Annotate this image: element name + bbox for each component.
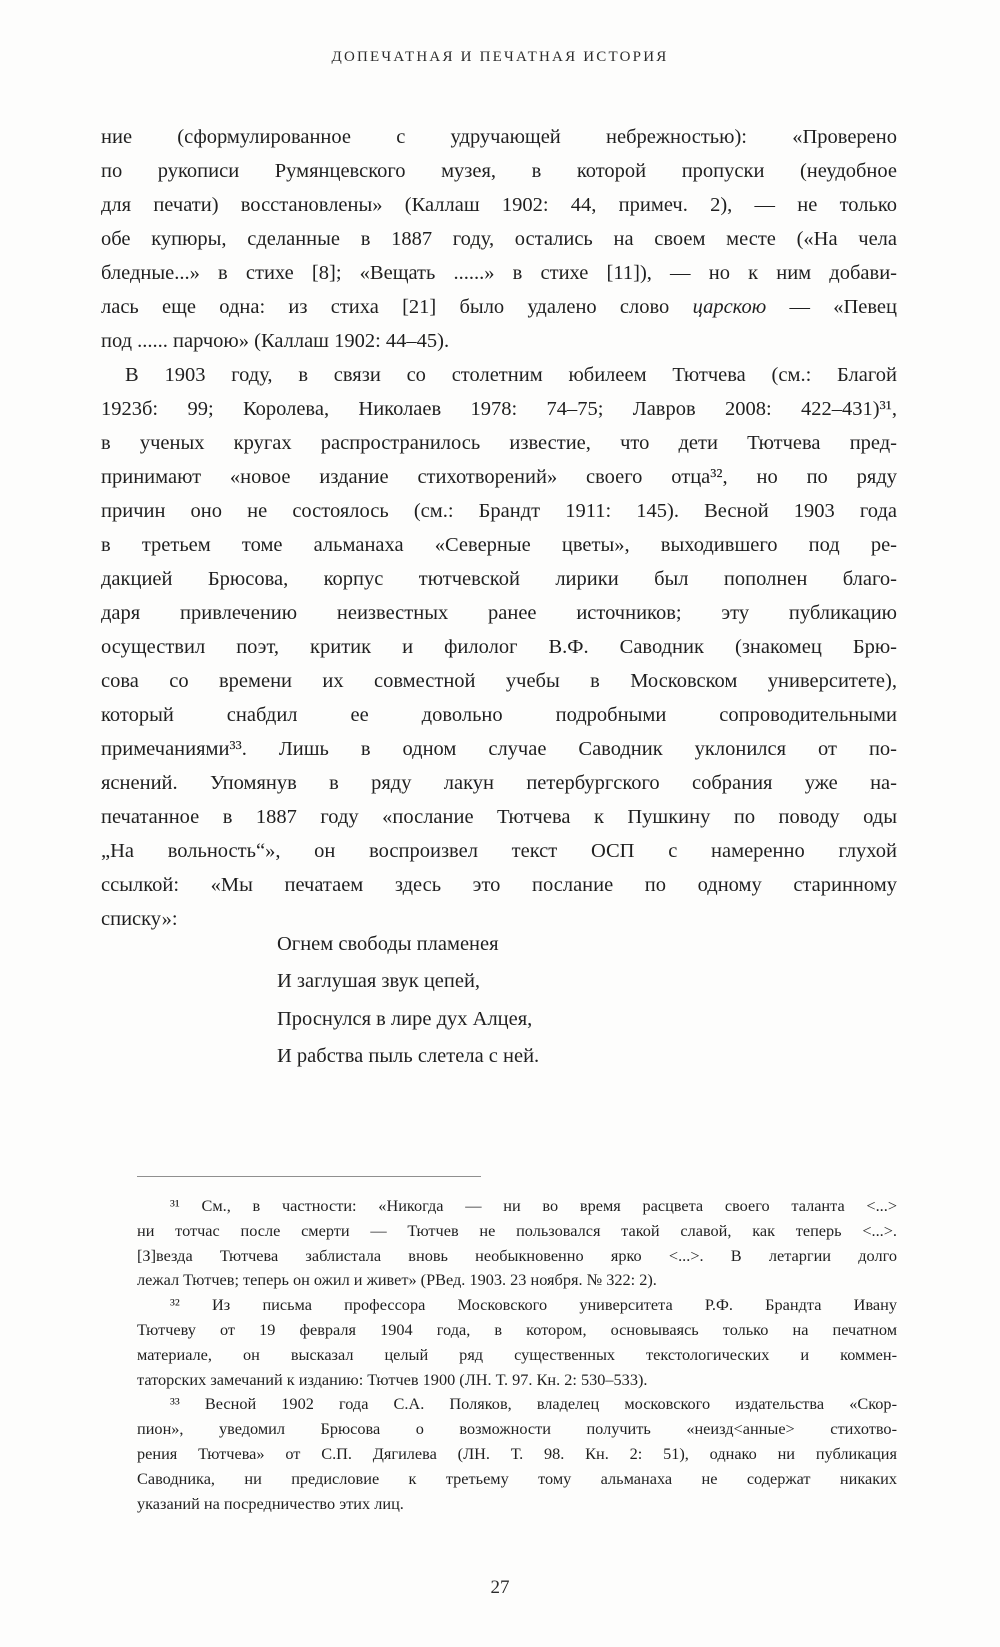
verse-line: Огнем свободы пламенея: [277, 933, 499, 955]
footnote-line: Тютчеву от 19 февраля 1904 года, в котором, основываясь только на печатном: [137, 1319, 897, 1339]
body-line: ссылкой: «Мы печатаем здесь это послание по одному старинному: [101, 874, 897, 896]
footnote-line: материале, он высказал целый ряд существенных текстологических и коммен-: [137, 1344, 897, 1364]
running-head: ДОПЕЧАТНАЯ И ПЕЧАТНАЯ ИСТОРИЯ: [331, 49, 669, 65]
footnote-line: ³³ Весной 1902 года С.А. Поляков, владелец московского издательства «Скор-: [170, 1394, 897, 1414]
footnote-line: ни тотчас после смерти — Тютчев не пользовался такой славой, как теперь <...>.: [137, 1220, 897, 1240]
body-line: [101, 290, 897, 324]
body-text: [101, 120, 897, 936]
body-line: осуществил поэт, критик и филолог В.Ф. Саводник (знакомец Брю-: [101, 636, 897, 658]
body-line: дакцией Брюсова, корпус тютчевской лирики был пополнен благо-: [101, 568, 897, 590]
verse-line: И заглушая звук цепей,: [277, 970, 481, 993]
body-line: яснений. Упомянув в ряду лакун петербургского собрания уже на-: [101, 772, 897, 794]
body-line: под ...... парчою» (Каллаш 1902: 44–45).: [101, 330, 450, 352]
footnote-line: ³² Из письма профессора Московского университета Р.Ф. Брандта Ивану: [170, 1295, 897, 1315]
footnote-line: указаний на посредничество этих лиц.: [137, 1493, 404, 1513]
body-line: примечаниями³³. Лишь в одном случае Саводник уклонился от по-: [101, 738, 897, 760]
body-line: ние (сформулированное с удручающей небрежностью): «Проверено: [101, 126, 897, 148]
body-line: который снабдил ее довольно подробными сопроводительными: [101, 704, 897, 726]
footnote-line: [З]везда Тютчева заблистала вновь необыкновенно ярко <...>. В летаргии долго: [137, 1245, 897, 1265]
footnote-line: пион», уведомил Брюсова о возможности получить «неизд<анные> стихотво-: [137, 1419, 897, 1439]
body-line: в третьем томе альманаха «Северные цветы», выходившего под ре-: [101, 534, 897, 556]
paragraph-1: [101, 120, 897, 358]
body-line: обе купюры, сделанные в 1887 году, остались на своем месте («На чела: [101, 228, 897, 250]
footnote-separator: [137, 1176, 481, 1177]
body-line: по рукописи Румянцевского музея, в которой пропуски (неудобное: [101, 160, 897, 182]
footnote-33: [137, 1392, 897, 1516]
footnote-line: Саводника, ни предисловие к третьему тому альманаха не содержат никаких: [137, 1468, 897, 1488]
verse-line: И рабства пыль слетела с ней.: [277, 1044, 540, 1067]
body-line: В 1903 году, в связи со столетним юбилеем Тютчева (см.: Благой: [125, 364, 897, 386]
body-line: принимают «новое издание стихотворений» своего отца³², но по ряду: [101, 466, 897, 488]
body-line: сова со времени их совместной учебы в Московском университете),: [101, 670, 897, 692]
footnote-line: рения Тютчева» от С.П. Дягилева (ЛН. Т. 98. Кн. 2: 51), однако ни публикация: [137, 1443, 897, 1463]
page-number: 27: [490, 1577, 510, 1598]
verse-line: Проснулся в лире дух Алцея,: [277, 1007, 533, 1030]
body-line: для печати) восстановлены» (Каллаш 1902: 44, примеч. 2), — не только: [101, 194, 897, 216]
footnote-line: лежал Тютчев; теперь он ожил и живет» (РВед. 1903. 23 ноября. № 322: 2).: [137, 1270, 657, 1290]
footnote-32: [137, 1293, 897, 1392]
footnote-line: таторских замечаний к изданию: Тютчев 1900 (ЛН. Т. 97. Кн. 2: 530–533).: [137, 1369, 648, 1389]
italic-word: царскою: [692, 296, 767, 318]
footnotes: [137, 1194, 897, 1516]
body-line: даря привлечению неизвестных ранее источников; эту публикацию: [101, 602, 897, 624]
footnote-31: [137, 1194, 897, 1293]
body-line: 1923б: 99; Королева, Николаев 1978: 74–75; Лавров 2008: 422–431)³¹,: [101, 398, 897, 420]
body-line-segment: лась еще одна: из стиха [21] было удалено слово: [101, 296, 693, 318]
body-line: в ученых кругах распространилось известие, что дети Тютчева пред-: [101, 432, 897, 454]
footnote-line: ³¹ См., в частности: «Никогда — ни во время расцвета своего таланта <...>: [170, 1196, 897, 1215]
body-line: бледные...» в стихе [8]; «Вещать ......» в стихе [11]), — но к ним добави-: [101, 262, 897, 284]
body-line: печатанное в 1887 году «послание Тютчева к Пушкину по поводу оды: [101, 806, 897, 828]
body-line: причин оно не состоялось (см.: Брандт 1911: 145). Весной 1903 года: [101, 500, 897, 522]
body-line: „На вольность“», он воспроизвел текст ОСП с намеренно глухой: [101, 840, 897, 862]
body-line-segment: — «Певец: [766, 296, 897, 318]
verse-quote: [277, 926, 539, 1075]
paragraph-2: [101, 358, 897, 936]
body-line: списку»:: [101, 908, 178, 930]
